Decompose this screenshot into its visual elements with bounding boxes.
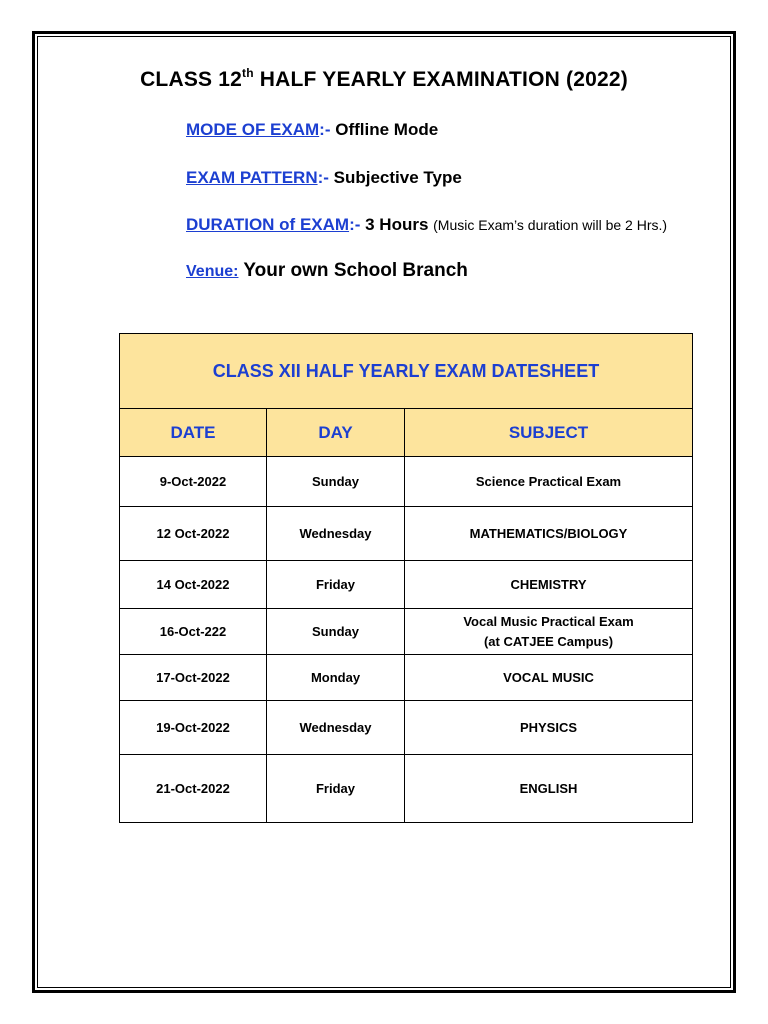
- column-header-date: DATE: [120, 409, 267, 457]
- row-date: 19-Oct-2022: [120, 701, 267, 755]
- page-title: CLASS 12th HALF YEARLY EXAMINATION (2022): [140, 66, 628, 91]
- column-header-day: DAY: [267, 409, 405, 457]
- table-row: [120, 507, 693, 561]
- row-subject: MATHEMATICS/BIOLOGY: [405, 507, 693, 561]
- row-subject: VOCAL MUSIC: [405, 655, 693, 701]
- venue-value: Your own School Branch: [238, 260, 468, 281]
- mode-label: MODE OF EXAM: [186, 120, 320, 139]
- exam-pattern: EXAM PATTERN:- Subjective Type: [186, 168, 462, 187]
- row-day: Sunday: [267, 609, 405, 655]
- row-date: 17-Oct-2022: [120, 655, 267, 701]
- row-subject: PHYSICS: [405, 701, 693, 755]
- datesheet-table: [119, 333, 693, 823]
- table-row: [120, 655, 693, 701]
- column-header-subject: SUBJECT: [405, 409, 693, 457]
- row-day: Sunday: [267, 457, 405, 507]
- mode-of-exam: MODE OF EXAM:- Offline Mode: [186, 120, 439, 139]
- row-day: Friday: [267, 755, 405, 823]
- row-subject: ENGLISH: [405, 755, 693, 823]
- row-day: Friday: [267, 561, 405, 609]
- row-subject: [405, 609, 693, 655]
- pattern-value: Subjective Type: [328, 168, 462, 187]
- table-row: [120, 701, 693, 755]
- datesheet-caption: CLASS XII HALF YEARLY EXAM DATESHEET: [120, 334, 693, 409]
- row-day: Monday: [267, 655, 405, 701]
- duration-value: 3 Hours: [360, 215, 434, 234]
- mode-value: Offline Mode: [330, 120, 439, 139]
- duration-note: (Music Exam’s duration will be 2 Hrs.): [433, 217, 668, 233]
- row-date: 16-Oct-222: [120, 609, 267, 655]
- row-date: 21-Oct-2022: [120, 755, 267, 823]
- subject-line-1: Vocal Music Practical Exam: [463, 613, 634, 629]
- subject-line-2: (at CATJEE Campus): [483, 633, 614, 649]
- row-date: 9-Oct-2022: [120, 457, 267, 507]
- exam-duration: DURATION of EXAM:- 3 Hours (Music Exam’s duration will be 2 Hrs.): [186, 215, 668, 234]
- duration-label: DURATION of EXAM: [186, 215, 350, 234]
- row-day: Wednesday: [267, 507, 405, 561]
- table-row: [120, 755, 693, 823]
- exam-venue: [186, 260, 468, 282]
- table-row: [120, 457, 693, 507]
- table-row: [120, 609, 693, 655]
- row-day: Wednesday: [267, 701, 405, 755]
- row-subject: CHEMISTRY: [405, 561, 693, 609]
- venue-label: Venue:: [186, 263, 239, 280]
- row-date: 14 Oct-2022: [120, 561, 267, 609]
- row-date: 12 Oct-2022: [120, 507, 267, 561]
- pattern-label: EXAM PATTERN: [186, 168, 318, 187]
- table-row: [120, 561, 693, 609]
- row-subject: Science Practical Exam: [405, 457, 693, 507]
